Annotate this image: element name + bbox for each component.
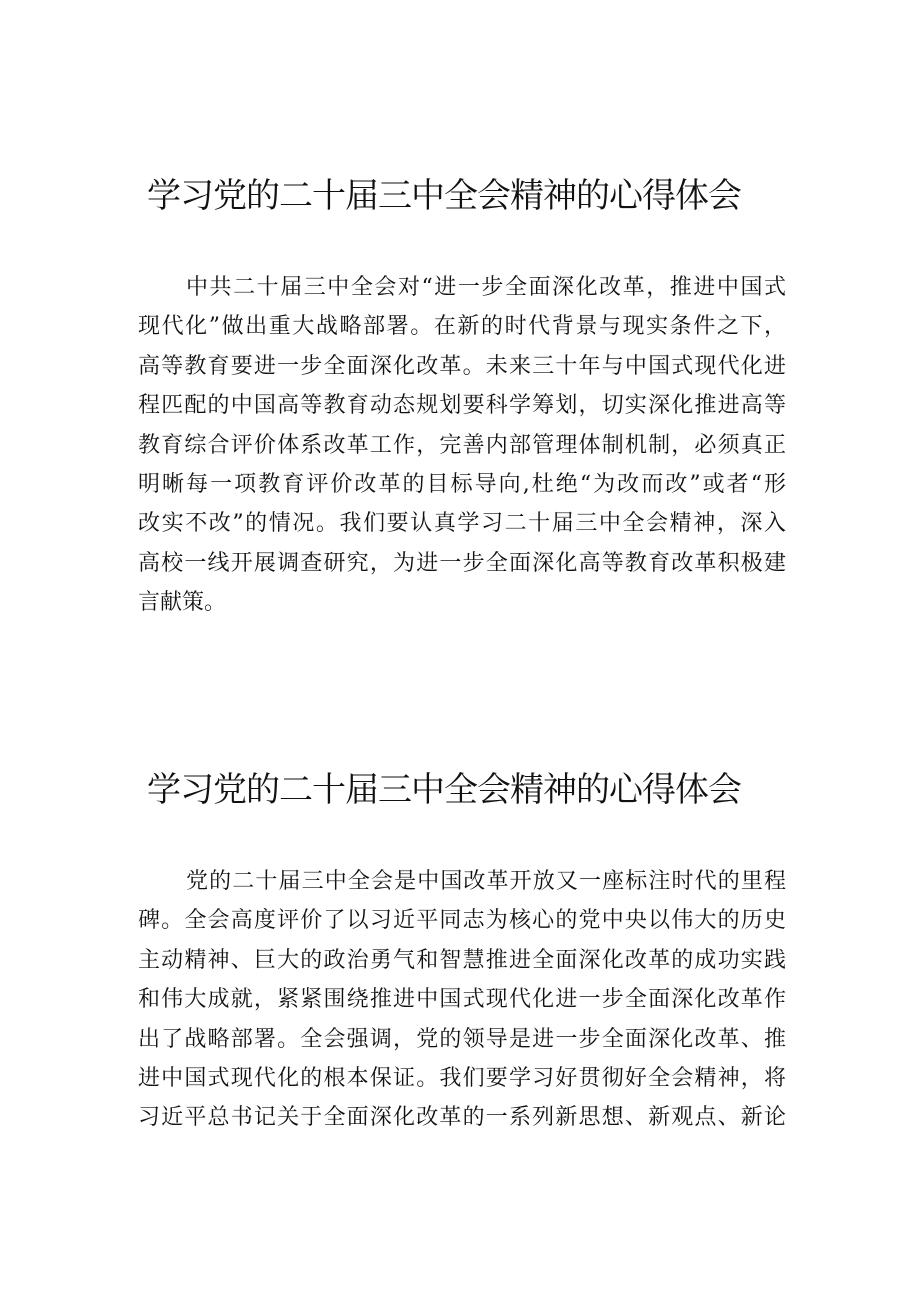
paragraph-line: 改实不改”的情况。我们要认真学习二十届三中全会精神，深入 [138, 511, 786, 537]
paragraph-line: 出了战略部署。全会强调，党的领导是进一步全面深化改革、推 [138, 1026, 786, 1052]
section-body-1 [138, 268, 786, 623]
paragraph-line: 教育综合评价体系改革工作，完善内部管理体制机制，必须真正 [138, 432, 786, 458]
section-title-1: 学习党的二十届三中全会精神的心得体会 [147, 176, 741, 216]
paragraph-line: 明晰每一项教育评价改革的目标导向,杜绝“为改而改”或者“形 [138, 471, 786, 497]
paragraph-line: 碑。全会高度评价了以习近平同志为核心的党中央以伟大的历史 [138, 908, 786, 934]
paragraph-line: 现代化”做出重大战略部署。在新的时代背景与现实条件之下， [138, 314, 786, 340]
section-body-2 [138, 862, 786, 1138]
paragraph-line: 主动精神、巨大的政治勇气和智慧推进全面深化改革的成功实践 [138, 947, 786, 973]
paragraph-line: 党的二十届三中全会是中国改革开放又一座标注时代的里程 [186, 869, 786, 894]
section-title-2: 学习党的二十届三中全会精神的心得体会 [147, 770, 741, 810]
paragraph-line: 高等教育要进一步全面深化改革。未来三十年与中国式现代化进 [138, 353, 786, 379]
paragraph-line: 习近平总书记关于全面深化改革的一系列新思想、新观点、新论 [138, 1105, 786, 1131]
paragraph-line: 和伟大成就，紧紧围绕推进中国式现代化进一步全面深化改革作 [138, 987, 786, 1013]
paragraph-line: 高校一线开展调查研究，为进一步全面深化高等教育改革积极建 [138, 550, 786, 576]
paragraph-line: 进中国式现代化的根本保证。我们要学习好贯彻好全会精神，将 [138, 1065, 786, 1091]
paragraph-line: 程匹配的中国高等教育动态规划要科学筹划，切实深化推进高等 [138, 393, 786, 419]
paragraph-line: 言献策。 [138, 590, 227, 616]
paragraph-line: 中共二十届三中全会对“进一步全面深化改革，推进中国式 [186, 275, 786, 300]
